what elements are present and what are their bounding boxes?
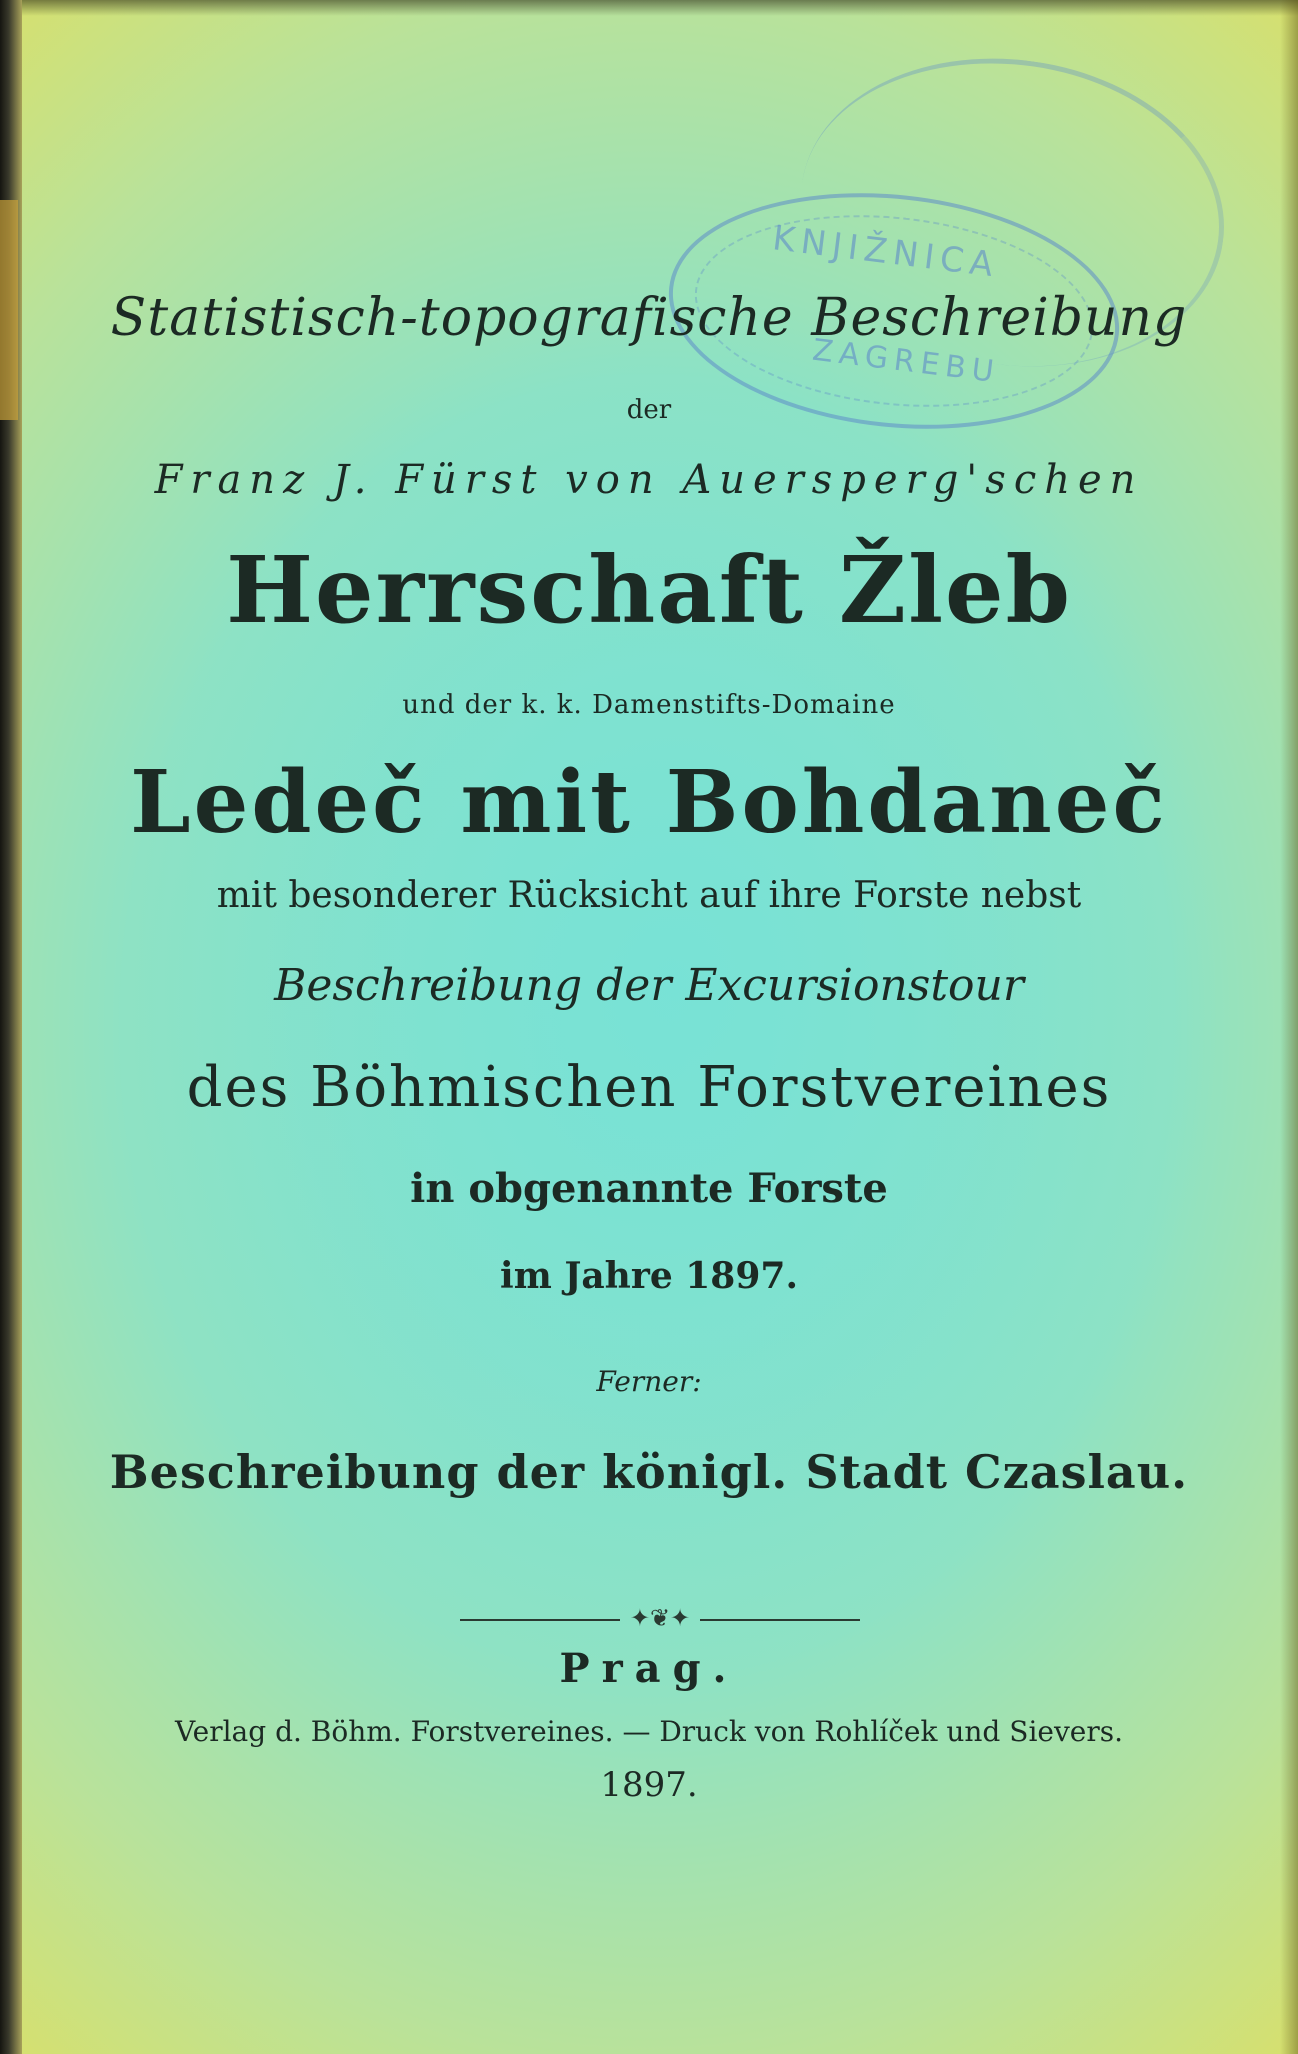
- publisher-line: Verlag d. Böhm. Forstvereines. — Druck von Rohlíček und Sievers.: [174, 1715, 1124, 1748]
- ferner-line: Ferner:: [596, 1365, 702, 1398]
- herrschaft-heading: Herrschaft Žleb: [226, 536, 1072, 644]
- divider-left-rule: [460, 1619, 620, 1621]
- stadt-line: Beschreibung der königl. Stadt Czaslau.: [109, 1445, 1189, 1499]
- top-edge-shadow: [0, 0, 1298, 16]
- forste-line: in obgenannte Forste: [410, 1165, 888, 1212]
- verein-line: des Böhmischen Forstvereines: [186, 1055, 1112, 1120]
- title-line: Statistisch-topografische Beschreibung: [110, 288, 1188, 348]
- divider-ornament-icon: ✦❦✦: [629, 1604, 691, 1632]
- publication-year: 1897.: [600, 1765, 698, 1805]
- excursion-line: Beschreibung der Excursionstour: [274, 960, 1024, 1011]
- der-line: der: [626, 395, 672, 425]
- damenstift-line: und der k. k. Damenstifts-Domaine: [402, 690, 896, 720]
- ruecksicht-line: mit besonderer Rücksicht auf ihre Forste nebst: [216, 875, 1082, 916]
- stamp-text-bottom: ZAGREBU: [810, 332, 1002, 391]
- ornamental-divider: [460, 1604, 860, 1632]
- domain-heading: Ledeč mit Bohdaneč: [130, 752, 1168, 853]
- year-line: im Jahre 1897.: [500, 1255, 798, 1297]
- owner-line: Franz J. Fürst von Auersperg'schen: [154, 457, 1144, 503]
- divider-right-rule: [700, 1619, 860, 1621]
- stamp-text-top: KNJIŽNICA: [770, 218, 1002, 286]
- place-line: Prag.: [559, 1645, 739, 1692]
